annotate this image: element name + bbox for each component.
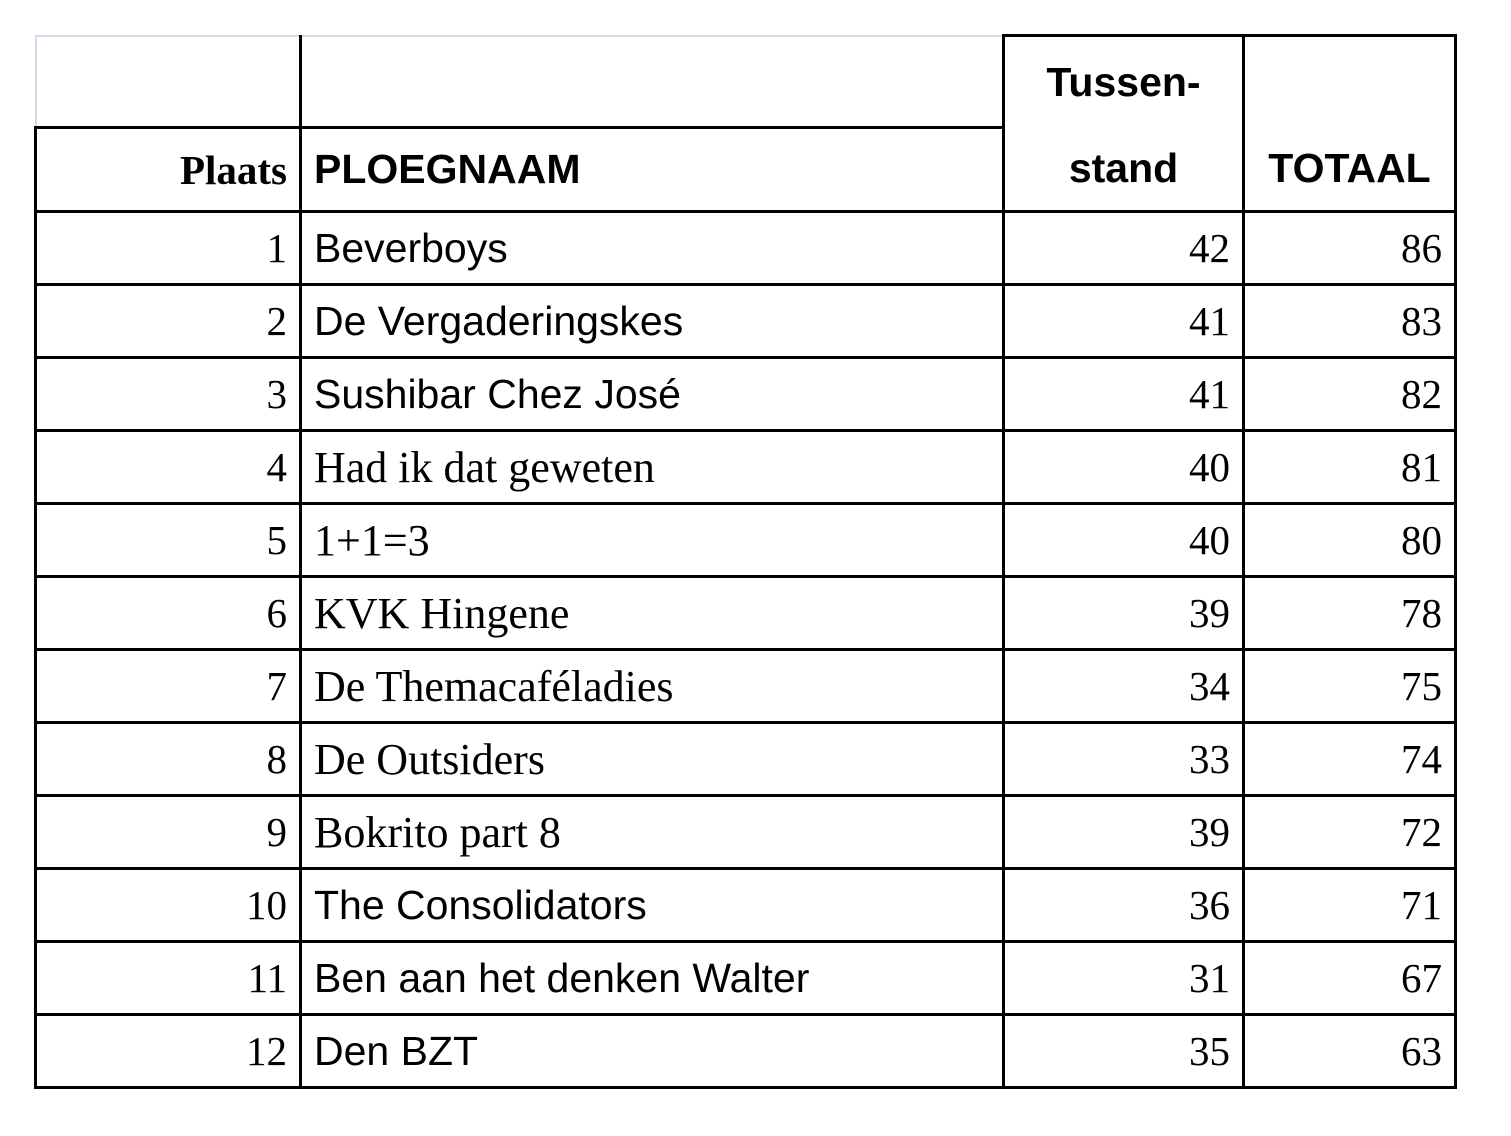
cell-tussenstand: 41	[1004, 285, 1244, 358]
cell-plaats: 6	[36, 577, 301, 650]
cell-plaats: 5	[36, 504, 301, 577]
table-row	[36, 869, 1456, 942]
cell-tussenstand: 39	[1004, 796, 1244, 869]
table-row	[36, 942, 1456, 1015]
table-row	[36, 504, 1456, 577]
header-tussenstand-line1: Tussen-	[1004, 36, 1244, 128]
cell-ploegnaam: The Consolidators	[301, 869, 1004, 942]
cell-ploegnaam: Sushibar Chez José	[301, 358, 1004, 431]
column-header-tussenstand: stand	[1004, 128, 1244, 212]
table-row	[36, 650, 1456, 723]
table-row	[36, 577, 1456, 650]
cell-totaal: 71	[1244, 869, 1456, 942]
cell-tussenstand: 34	[1004, 650, 1244, 723]
cell-plaats: 12	[36, 1015, 301, 1088]
cell-ploegnaam: KVK Hingene	[301, 577, 1004, 650]
cell-ploegnaam: Bokrito part 8	[301, 796, 1004, 869]
cell-tussenstand: 33	[1004, 723, 1244, 796]
cell-ploegnaam: Beverboys	[301, 212, 1004, 285]
table-row	[36, 358, 1456, 431]
cell-ploegnaam: Den BZT	[301, 1015, 1004, 1088]
table-row	[36, 723, 1456, 796]
column-header-ploegnaam: PLOEGNAAM	[301, 128, 1004, 212]
cell-tussenstand: 42	[1004, 212, 1244, 285]
banner-blank-totaal	[1244, 36, 1456, 128]
table-row	[36, 1015, 1456, 1088]
cell-totaal: 82	[1244, 358, 1456, 431]
table-row	[36, 431, 1456, 504]
cell-plaats: 7	[36, 650, 301, 723]
table-row	[36, 285, 1456, 358]
column-header-totaal: TOTAAL	[1244, 128, 1456, 212]
cell-tussenstand: 39	[1004, 577, 1244, 650]
column-header-plaats: Plaats	[36, 128, 301, 212]
banner-row	[36, 36, 1456, 128]
cell-plaats: 11	[36, 942, 301, 1015]
cell-totaal: 80	[1244, 504, 1456, 577]
cell-totaal: 81	[1244, 431, 1456, 504]
cell-totaal: 86	[1244, 212, 1456, 285]
cell-tussenstand: 31	[1004, 942, 1244, 1015]
cell-ploegnaam: 1+1=3	[301, 504, 1004, 577]
cell-ploegnaam: De Themacaféladies	[301, 650, 1004, 723]
cell-totaal: 74	[1244, 723, 1456, 796]
cell-ploegnaam: De Outsiders	[301, 723, 1004, 796]
cell-totaal: 75	[1244, 650, 1456, 723]
cell-tussenstand: 40	[1004, 504, 1244, 577]
cell-ploegnaam: De Vergaderingskes	[301, 285, 1004, 358]
cell-totaal: 67	[1244, 942, 1456, 1015]
cell-plaats: 9	[36, 796, 301, 869]
header-row	[36, 128, 1456, 212]
cell-tussenstand: 35	[1004, 1015, 1244, 1088]
banner-blank-middle	[301, 36, 1004, 128]
table-row	[36, 212, 1456, 285]
cell-ploegnaam: Had ik dat geweten	[301, 431, 1004, 504]
standings-sheet	[34, 34, 1454, 1089]
standings-table	[34, 34, 1457, 1089]
cell-plaats: 10	[36, 869, 301, 942]
cell-plaats: 4	[36, 431, 301, 504]
table-body	[36, 36, 1456, 1088]
cell-ploegnaam: Ben aan het denken Walter	[301, 942, 1004, 1015]
table-row	[36, 796, 1456, 869]
cell-tussenstand: 36	[1004, 869, 1244, 942]
cell-plaats: 8	[36, 723, 301, 796]
cell-plaats: 1	[36, 212, 301, 285]
cell-tussenstand: 40	[1004, 431, 1244, 504]
cell-totaal: 83	[1244, 285, 1456, 358]
cell-tussenstand: 41	[1004, 358, 1244, 431]
cell-totaal: 63	[1244, 1015, 1456, 1088]
cell-totaal: 78	[1244, 577, 1456, 650]
banner-blank-left	[36, 36, 301, 128]
cell-plaats: 2	[36, 285, 301, 358]
cell-totaal: 72	[1244, 796, 1456, 869]
cell-plaats: 3	[36, 358, 301, 431]
